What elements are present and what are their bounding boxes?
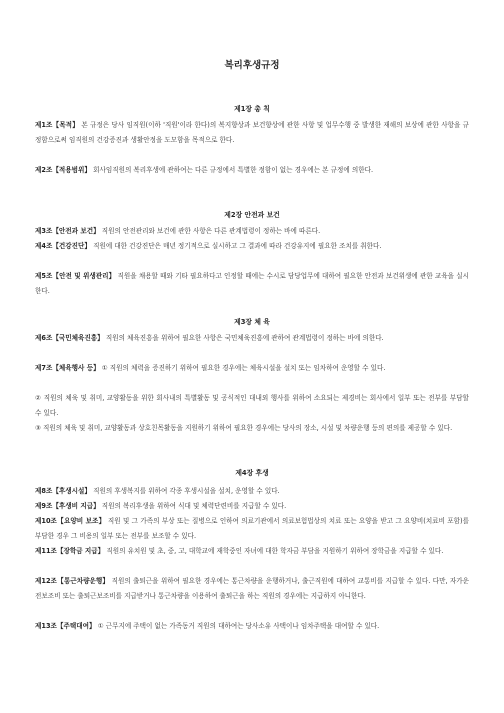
article-body: 직원의 안전관리와 보건에 관한 사항은 다른 관계법령이 정하는 바에 따른다. [101,227,321,235]
article-paragraph [35,574,469,604]
article-heading: 제2조【적용범위】 [35,166,91,174]
article-heading: 제5조【안전 및 위생관리】 [35,272,116,280]
article-body: 직원의 체육진흥을 위하여 필요한 사항은 국민체육진흥에 관하여 관계법령이 정하는 바에 의한다. [105,334,384,342]
article-paragraph [35,224,469,239]
article-heading: 제12조【통근차량운행】 [35,577,110,585]
article-body: 직원의 출퇴근을 위하여 필요한 경우에는 통근차량을 운행하거나, 출근직원에 대하여 교통비를 지급할 수 있다. 다만, 자가운전보조비 또는 출퇴근보조비를 지급받거나 통근차량을 이용하여 출퇴근을 하는 직원의 경우에는 지급하지 아니한다. [35,577,469,600]
article-paragraph [35,619,469,634]
article-body: ② 직원의 체육 및 취미, 교양활동을 위한 회사내의 특별활동 및 공식적인 대내외 행사를 위하여 소요되는 제경비는 회사에서 일부 또는 전부를 부담할 수 있다. [35,394,469,417]
article-paragraph [35,163,469,178]
article-body: ① 직원의 체력을 증진하기 위하여 필요한 경우에는 체육시설을 설치 또는 임차하여 운영할 수 있다. [101,364,386,372]
article-body: 직원에 대한 건강진단은 매년 정기적으로 실시하고 그 결과에 따라 건강유지에 필요한 조치를 취한다. [93,242,382,250]
chapter-heading: 제4장 후생 [235,469,269,477]
article-paragraph [35,118,469,148]
article-paragraph [35,391,469,421]
article-paragraph [35,514,469,544]
article-heading: 제10조【요양비 보조】 [35,517,106,525]
document-title: 복리후생규정 [224,60,280,71]
article-paragraph [35,361,469,376]
article-body: 직원을 채용할 때와 기타 필요하다고 인정할 때에는 수시로 담당업무에 대하여 필요한 안전과 보건위생에 관한 교육을 실시한다. [35,272,469,295]
chapter-heading: 제1장 총 칙 [234,105,270,113]
article-heading: 제7조【체육행사 등】 [35,364,100,372]
article-body: 직원 및 그 가족의 부상 또는 질병으로 인하여 의료기관에서 의료보험법상의 치료 또는 요양을 받고 그 요양비(치료비 포함)를 부담한 경우 그 비용의 일부 또는 전부를 보조할 수 있다. [35,517,469,540]
article-heading: 제13조【주택대여】 [35,622,96,630]
article-heading: 제3조【안전과 보건】 [35,227,100,235]
article-heading: 제9조【후생비 지급】 [35,502,100,510]
article-paragraph [35,269,469,299]
chapter-heading: 제2장 안전과 보건 [224,211,280,219]
article-paragraph [35,331,469,346]
article-paragraph [35,421,469,436]
article-heading: 제1조【목적】 [35,121,80,129]
article-heading: 제4조【건강진단】 [35,242,91,250]
article-heading: 제11조【장학금 지급】 [35,547,105,555]
article-body: ③ 직원의 체육 및 취미, 교양활동과 상호친목활동을 지원하기 위하여 필요한 경우에는 당사의 장소, 시설 및 차량운행 등의 편의를 제공할 수 있다. [35,424,453,432]
article-paragraph [35,239,469,254]
article-body: 직원의 후생복지를 위하여 각종 후생시설을 설치, 운영할 수 있다. [93,487,280,495]
article-body: 직원의 유치원 및 초, 중, 고, 대학교에 재학중인 자녀에 대한 학자금 부담을 지원하기 위하여 장학금을 지급할 수 있다. [106,547,444,555]
article-body: 직원의 복리후생을 위하여 식대 및 체력단련비를 지급할 수 있다. [101,502,287,510]
chapter-heading: 제3장 체 육 [234,318,270,326]
article-body: 본 규정은 당사 임직원(이하 '직원'이라 한다)의 복지향상과 보건향상에 관한 사항 및 업무수행 중 발생한 재해의 보상에 관한 사항을 규정함으로써 임직원의 건강증진과 생활안정을 도모함을 목적으로 한다. [35,121,469,144]
article-heading: 제6조【국민체육진흥】 [35,334,104,342]
article-body: ① 근무지에 주택이 없는 가족동거 직원의 대하여는 당사소유 사택이나 임차주택을 대여할 수 있다. [97,622,380,630]
article-body: 회사임직원의 복리후생에 관하여는 다른 규정에서 특별한 정함이 없는 경우에는 본 규정에 의한다. [93,166,374,174]
article-paragraph [35,484,469,499]
article-paragraph [35,499,469,514]
article-paragraph [35,544,469,559]
article-heading: 제8조【후생시설】 [35,487,91,495]
